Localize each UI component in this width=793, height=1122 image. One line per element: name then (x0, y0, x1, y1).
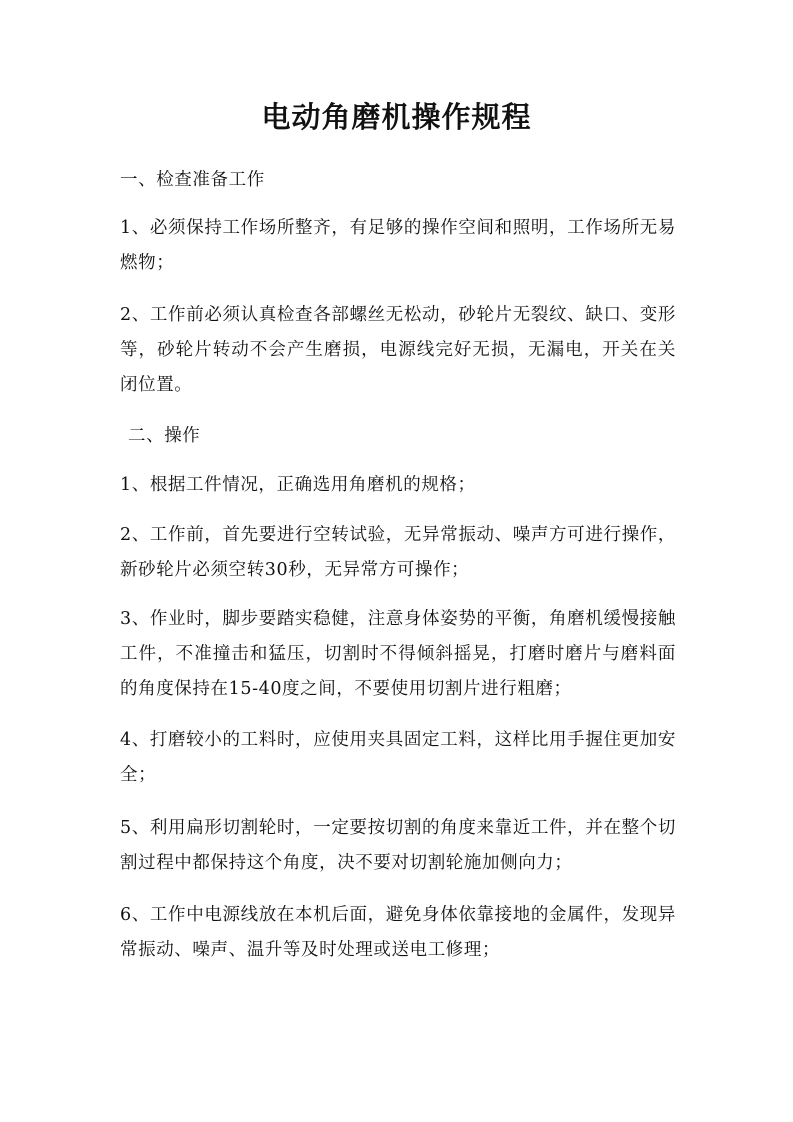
section-heading-operation: 二、操作 (128, 426, 201, 446)
operation-item-3: 3、作业时，脚步要踏实稳健，注意身体姿势的平衡，角磨机缓慢接触工件，不准撞击和猛压，切割时不得倾斜摇晃，打磨时磨片与磨料面的角度保持在15-40度之间，不要使用切割片进行粗磨； (120, 609, 676, 699)
operation-item-6: 6、工作中电源线放在本机后面，避免身体依靠接地的金属件，发现异常振动、噪声、温升等及时处理或送电工修理； (120, 905, 676, 960)
operation-item-2: 2、工作前，首先要进行空转试验，无异常振动、噪声方可进行操作，新砂轮片必须空转30秒，无异常方可操作； (120, 525, 676, 580)
check-item-1: 1、必须保持工作场所整齐，有足够的操作空间和照明，工作场所无易燃物； (120, 218, 676, 273)
document-title: 电动角磨机操作规程 (261, 100, 532, 134)
operation-item-1: 1、根据工件情况，正确选用角磨机的规格； (120, 475, 476, 495)
section-heading-check: 一、检查准备工作 (120, 170, 265, 190)
operation-item-5: 5、利用扁形切割轮时，一定要按切割的角度来靠近工件，并在整个切割过程中都保持这个角度，决不要对切割轮施加侧向力； (120, 818, 676, 873)
operation-item-4: 4、打磨较小的工料时，应使用夹具固定工料，这样比用手握住更加安全； (120, 730, 676, 785)
check-item-2: 2、工作前必须认真检查各部螺丝无松动，砂轮片无裂纹、缺口、变形等，砂轮片转动不会产生磨损，电源线完好无损，无漏电，开关在关闭位置。 (120, 305, 676, 395)
